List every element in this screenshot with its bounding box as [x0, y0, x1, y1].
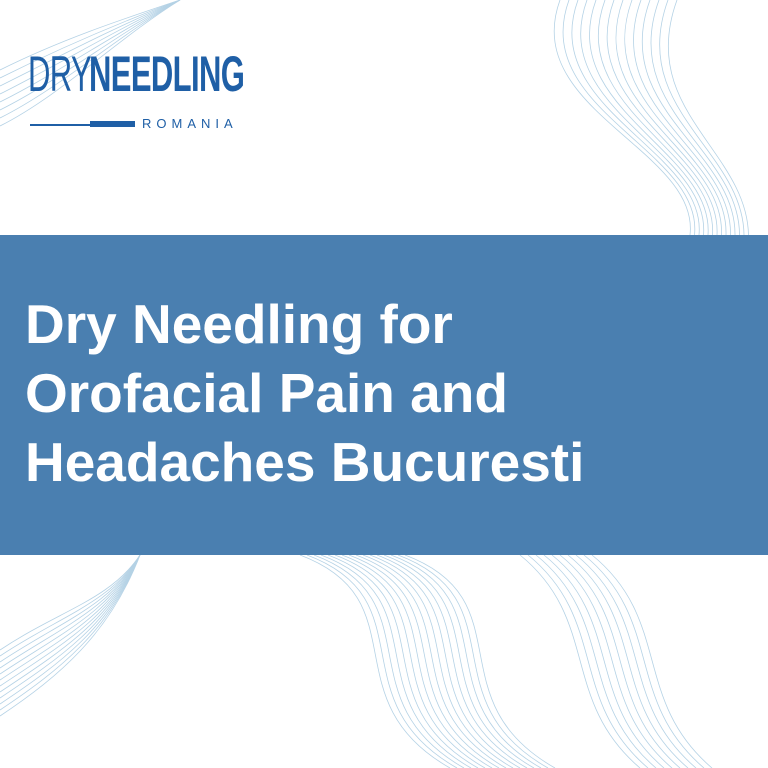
wave-line — [536, 555, 656, 768]
wave-line — [0, 555, 140, 692]
wave-line — [335, 555, 485, 768]
wave-line — [0, 555, 140, 650]
wave-line — [642, 0, 735, 235]
wave-line — [554, 0, 690, 235]
logo-needle-handle — [90, 121, 135, 127]
wave-line — [384, 555, 534, 768]
wave-line — [321, 555, 471, 768]
wave-line — [544, 555, 664, 768]
logo-word-needling: NEEDLING — [89, 46, 245, 102]
wave-line — [0, 555, 140, 704]
wave-line — [668, 0, 748, 235]
logo-word-dry: DRY — [28, 46, 92, 102]
wave-line — [328, 555, 478, 768]
wave-line — [342, 555, 492, 768]
wave-line — [552, 555, 672, 768]
wave-line — [314, 555, 464, 768]
wave-line — [363, 555, 513, 768]
wave-line — [300, 555, 450, 768]
wave-line — [0, 555, 140, 656]
wave-line — [356, 555, 506, 768]
wave-line — [405, 555, 555, 768]
wave-line — [563, 0, 695, 235]
logo-subtitle: ROMANIA — [142, 116, 238, 131]
wave-line — [572, 0, 699, 235]
wave-line — [0, 555, 140, 698]
wave-line — [625, 0, 726, 235]
wave-line — [660, 0, 744, 235]
brand-logo — [28, 44, 268, 134]
wave-line — [0, 555, 140, 662]
wave-line — [349, 555, 499, 768]
wave-line — [370, 555, 520, 768]
title-line-2: Orofacial Pain and — [25, 362, 508, 424]
wave-line — [307, 555, 457, 768]
wave-line — [398, 555, 548, 768]
wave-line — [633, 0, 730, 235]
wave-line — [0, 555, 140, 710]
wave-line — [0, 555, 140, 668]
wave-line — [568, 555, 688, 768]
wave-line — [592, 555, 712, 768]
wave-line — [584, 555, 704, 768]
page-title — [25, 290, 745, 497]
wave-line — [598, 0, 712, 235]
title-line-1: Dry Needling for — [25, 293, 453, 355]
wave-line — [377, 555, 527, 768]
wave-line — [528, 555, 648, 768]
title-line-3: Headaches Bucuresti — [25, 431, 585, 493]
wave-line — [560, 555, 680, 768]
logo-needle-line — [30, 124, 90, 126]
wave-line — [576, 555, 696, 768]
wave-line — [391, 555, 541, 768]
